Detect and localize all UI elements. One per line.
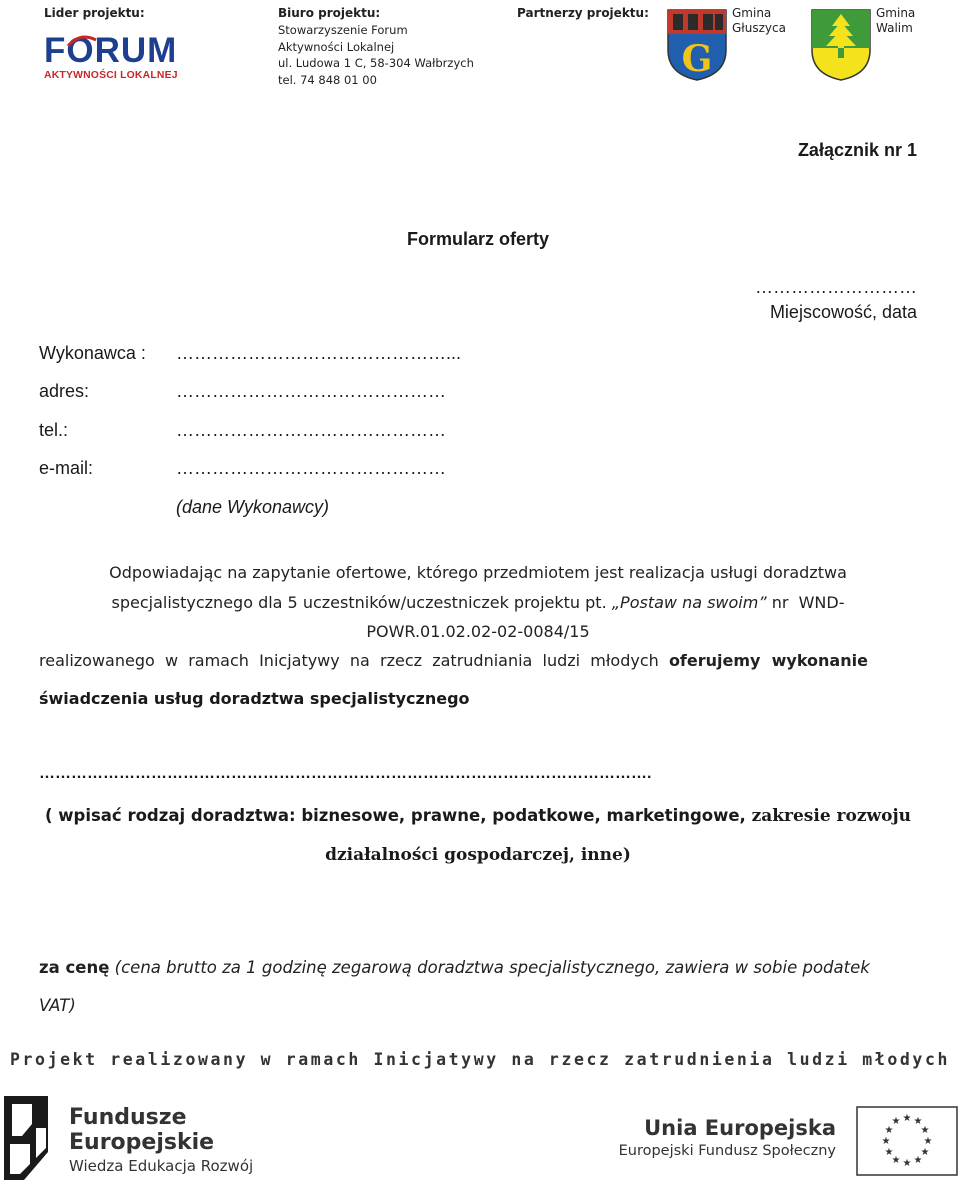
email-label: e-mail:	[39, 458, 94, 478]
forum-logo-sub: AKTYWNOŚCI LOKALNEJ	[44, 70, 178, 81]
svg-text:★: ★	[884, 1125, 894, 1136]
address-label: adres:	[39, 381, 90, 401]
office-address	[278, 22, 474, 88]
contractor-note: (dane Wykonawcy)	[176, 497, 330, 517]
svg-text:★: ★	[913, 1155, 923, 1166]
price-label: za cenę	[39, 958, 110, 977]
offer-phrase: oferujemy wykonanie	[668, 651, 868, 670]
gluszyca-crest-letter: G	[681, 38, 713, 80]
forum-logo	[44, 31, 184, 84]
attachment-label: Załącznik nr 1	[797, 140, 917, 160]
contractor-label: Wykonawca :	[39, 343, 146, 363]
place-date-dots: ………………………	[755, 277, 917, 297]
price-note: (cena brutto za 1 godzinę zegarową doradztwa specjalistycznego, zawiera w sobie podatek	[114, 958, 870, 977]
walim-crest-icon	[810, 8, 872, 82]
svg-text:★: ★	[902, 1113, 912, 1124]
project-number-prefix: nr WND-	[766, 593, 845, 612]
office-line: ul. Ludowa 1 C, 58-304 Wałbrzych	[278, 56, 474, 70]
price-line	[39, 958, 917, 977]
service-type-note-text: ( wpisać rodzaj doradztwa: biznesowe, prawne, podatkowe, marketingowe,	[44, 806, 752, 825]
fe-logo-icon	[2, 1092, 50, 1184]
eu-flag-icon	[856, 1106, 958, 1176]
svg-text:★: ★	[891, 1116, 901, 1127]
email-field[interactable]: ………………………………………	[176, 458, 446, 478]
partner1-line2: Głuszyca	[732, 21, 786, 35]
fe-line1: Fundusze	[69, 1105, 187, 1130]
partners-label: Partnerzy projektu:	[517, 6, 649, 20]
fe-line3: Wiedza Edukacja Rozwój	[69, 1157, 254, 1175]
svg-text:★: ★	[923, 1136, 933, 1147]
svg-text:★: ★	[884, 1147, 894, 1158]
svg-text:★: ★	[920, 1147, 930, 1158]
office-line: tel. 74 848 01 00	[278, 72, 377, 87]
para2-line1-text: realizowanego w ramach Inicjatywy na rzecz zatrudniania ludzi młodych	[39, 651, 669, 670]
svg-text:★: ★	[913, 1116, 923, 1127]
partner2-name	[876, 6, 915, 36]
svg-text:★: ★	[881, 1136, 891, 1147]
service-type-field[interactable]: …………………………………………………………………………………………………….	[39, 765, 652, 782]
partner2-line1: Gmina	[876, 6, 916, 20]
svg-text:★: ★	[902, 1158, 912, 1169]
fe-line2: Europejskie	[69, 1130, 215, 1155]
svg-text:★: ★	[891, 1155, 901, 1166]
forum-swoosh-icon	[66, 34, 98, 48]
para1-line2	[0, 593, 956, 612]
page-title: Formularz oferty	[406, 229, 550, 249]
office-label: Biuro projektu:	[278, 6, 381, 20]
project-name: „Postaw na swoim”	[611, 593, 767, 612]
place-date-label: Miejscowość, data	[769, 302, 917, 322]
service-type-note	[0, 806, 956, 826]
eu-line1: Unia Europejska	[644, 1116, 836, 1140]
forum-logo-word: FORUM	[44, 31, 178, 70]
svg-text:★: ★	[920, 1125, 930, 1136]
office-line: Stowarzyszenie Forum	[278, 23, 408, 37]
leader-label: Lider projektu:	[44, 6, 145, 20]
price-note-line2: VAT)	[39, 996, 76, 1015]
para2-line2: świadczenia usług doradztwa specjalistycznego	[39, 689, 470, 708]
para2-line1	[39, 651, 917, 670]
partner1-name	[732, 6, 786, 36]
footer-tagline: Projekt realizowany w ramach Inicjatywy na rzecz zatrudnienia ludzi młodych	[9, 1050, 951, 1069]
phone-label: tel.:	[39, 420, 69, 440]
para1-line1: Odpowiadając na zapytanie ofertowe, którego przedmiotem jest realizacja usługi doradztwa	[109, 563, 847, 582]
phone-field[interactable]: ………………………………………	[176, 420, 446, 440]
office-line: Aktywności Lokalnej	[278, 39, 395, 54]
partner2-line2: Walim	[876, 21, 913, 35]
para1-line2-text: specjalistycznego dla 5 uczestników/uczestniczek projektu pt.	[111, 593, 612, 612]
eu-line2: Europejski Fundusz Społeczny	[618, 1143, 836, 1159]
contractor-field[interactable]: ………………………………………...	[176, 343, 462, 363]
address-field[interactable]: ………………………………………	[176, 381, 446, 401]
service-type-note-text-serif: zakresie rozwoju	[751, 806, 911, 826]
project-number: POWR.01.02.02-02-0084/15	[366, 622, 590, 641]
service-type-note-line2: działalności gospodarczej, inne)	[325, 845, 631, 865]
partner1-line1: Gmina	[732, 6, 772, 20]
gluszyca-crest-icon	[666, 8, 728, 82]
